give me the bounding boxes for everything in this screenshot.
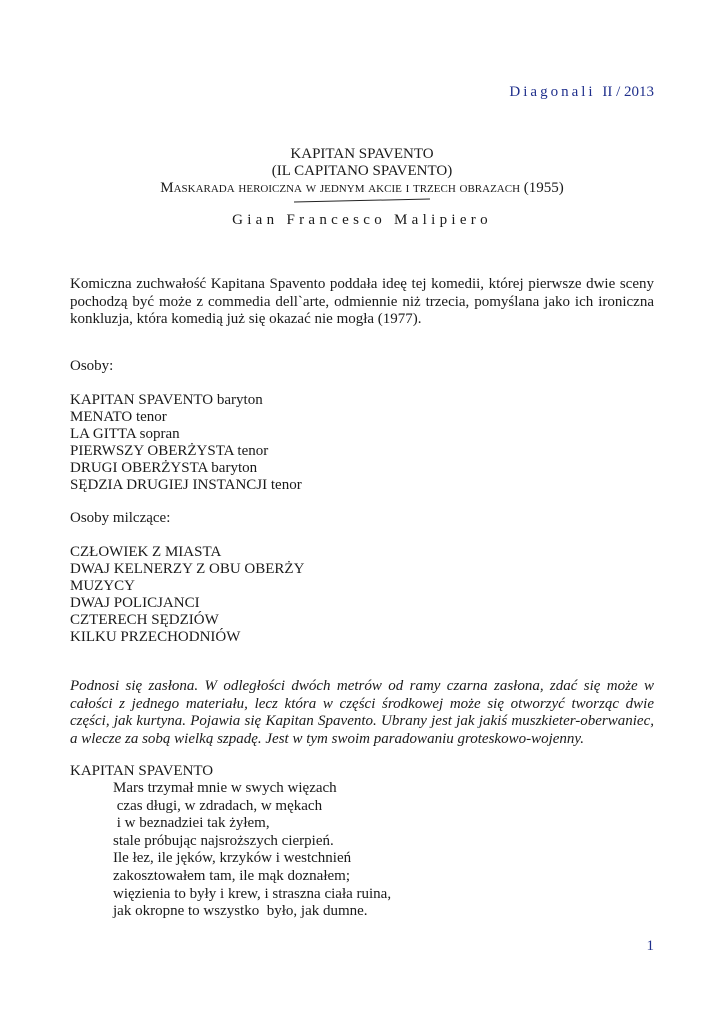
subtitle-initial: M	[160, 180, 174, 196]
list-item: MUZYCY	[70, 578, 136, 594]
list-item: DWAJ POLICJANCI	[70, 595, 200, 611]
intro-paragraph: Komiczna zuchwałość Kapitana Spavento poddała ideę tej komedii, której pierwsze dwie sceny pochodzą być może z commedia dell`arte, odmiennie niż trzecia, pomyślana jako ich ironiczna konkluzja, która komedią już się okazać nie mogła (1977).	[70, 276, 654, 327]
page-number: 1	[646, 938, 654, 954]
silent-persons-label: Osoby milczące:	[70, 510, 171, 526]
verse-line: jak okropne to wszystko było, jak dumne.	[113, 903, 368, 920]
title-divider	[294, 198, 430, 202]
list-item: CZTERECH SĘDZIÓW	[70, 612, 219, 628]
journal-header	[509, 84, 654, 101]
subtitle-year: (1955)	[523, 180, 564, 196]
journal-issue: II / 2013	[602, 84, 654, 100]
list-item: KILKU PRZECHODNIÓW	[70, 629, 241, 645]
journal-name: Diagonali	[509, 84, 596, 100]
list-item: DRUGI OBERŻYSTA baryton	[70, 460, 258, 476]
list-item: DWAJ KELNERZY Z OBU OBERŻY	[70, 561, 305, 577]
list-item: LA GITTA sopran	[70, 426, 180, 442]
silent-persons-list	[70, 544, 304, 646]
title-block	[0, 146, 724, 229]
silent-persons-heading	[70, 510, 170, 527]
subtitle-text: askarada heroiczna w jednym akcie i trzech obrazach	[173, 180, 521, 196]
verse-block	[113, 780, 391, 921]
list-item: MENATO tenor	[70, 409, 167, 425]
original-title: (IL CAPITANO SPAVENTO)	[271, 163, 453, 179]
verse-line: więzienia to były i krew, i straszna ciała ruina,	[113, 885, 392, 902]
speaker-name: KAPITAN SPAVENTO	[70, 763, 214, 779]
list-item: SĘDZIA DRUGIEJ INSTANCJI tenor	[70, 477, 302, 493]
persons-list	[70, 392, 302, 494]
verse-line: zakosztowałem tam, ile mąk doznałem;	[113, 867, 350, 884]
play-subtitle	[0, 180, 724, 197]
author-name: Gian Francesco Malipiero	[232, 212, 492, 228]
play-title: KAPITAN SPAVENTO	[290, 146, 434, 162]
persons-heading	[70, 358, 113, 375]
list-item: KAPITAN SPAVENTO baryton	[70, 392, 263, 408]
verse-line: czas długi, w zdradach, w mękach	[113, 797, 323, 814]
persons-label: Osoby:	[70, 358, 114, 374]
verse-line: i w beznadziei tak żyłem,	[113, 815, 270, 832]
verse-line: Mars trzymał mnie w swych więzach	[113, 780, 337, 796]
verse-line: stale próbując najsroższych cierpień.	[113, 832, 334, 849]
stage-direction: Podnosi się zasłona. W odległości dwóch metrów od ramy czarna zasłona, zdać się może w całości z jednego materiału, lecz która w części środkowej może się otworzyć tworząc dwie części, jak kurtyna. Pojawia się Kapitan Spavento. Ubrany jest jak jakiś muszkieter-oberwaniec, a wlecze za sobą wielką szpadę. Jest w tym swoim paradowaniu groteskowo-wojenny.	[70, 678, 654, 747]
list-item: PIERWSZY OBERŻYSTA tenor	[70, 443, 269, 459]
verse-line: Ile łez, ile jęków, krzyków i westchnień	[113, 850, 352, 867]
list-item: CZŁOWIEK Z MIASTA	[70, 544, 222, 560]
